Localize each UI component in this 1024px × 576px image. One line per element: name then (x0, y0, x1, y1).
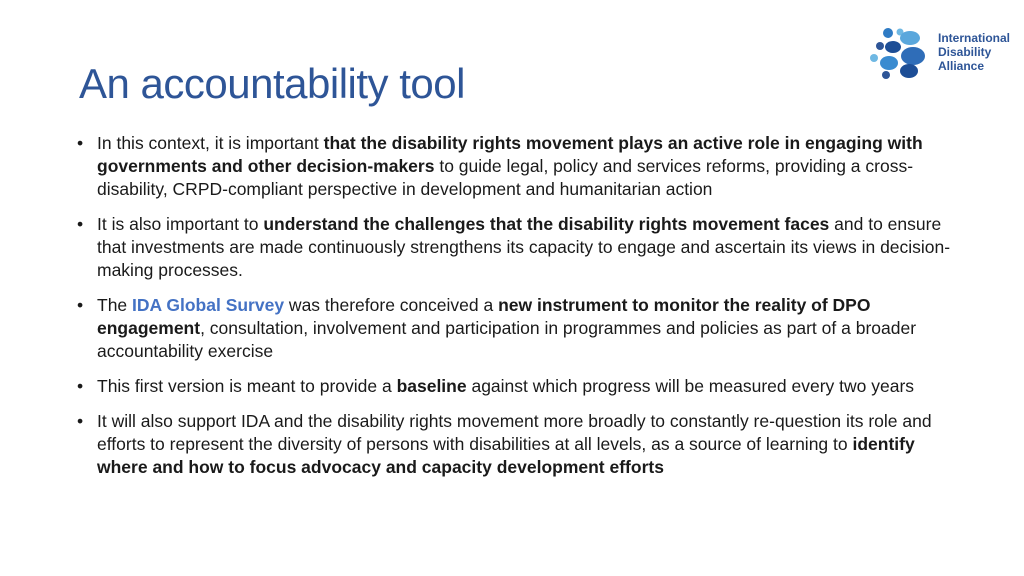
bullet-text: was therefore conceived a (284, 295, 499, 315)
bullet-dot-icon: • (77, 411, 84, 431)
bullet-bold-text: understand the challenges that the disability rights movement faces (263, 214, 830, 234)
ida-logo-icon (866, 26, 932, 82)
bullet-text: against which progress will be measured every two years (466, 376, 915, 396)
bullet-text: The (97, 295, 133, 315)
bullet-bold-text: that the disability rights movement plays an active role in engaging with governments and other decision-makers (97, 133, 923, 176)
slide-title: An accountability tool (79, 60, 465, 107)
bullet-dot-icon: • (77, 376, 84, 396)
bullet-text: It will also support IDA and the disability rights movement more broadly to constantly re-question its role and efforts to represent the diversity of persons with disabilities at all levels, as a source of learning to (97, 411, 932, 454)
ida-logo (866, 26, 1024, 82)
bullet-text: , consultation, involvement and participation in programmes and policies as part of a broader accountability exercise (97, 318, 917, 361)
logo-line-3: Alliance (938, 59, 985, 73)
bullet-item (75, 375, 955, 398)
bullet-text: and to ensure that investments are made continuously strengthens its capacity to engage and ascertain its views in decision-making processes. (97, 214, 951, 280)
bullet-dot-icon: • (77, 214, 84, 234)
bullet-dot-icon: • (77, 133, 84, 153)
bullet-bold-text: identify where and how to focus advocacy and capacity development efforts (97, 434, 915, 477)
bullet-dot-icon: • (77, 295, 84, 315)
bullet-text: In this context, it is important (97, 133, 324, 153)
logo-line-2: Disability (938, 45, 992, 59)
logo-line-1: International (938, 31, 1011, 45)
bullet-item (75, 132, 955, 201)
bullet-text: to guide legal, policy and services reforms, providing a cross-disability, CRPD-compliant perspective in development and humanitarian action (97, 156, 914, 199)
bullet-item (75, 213, 955, 282)
bullet-text: This first version is meant to provide a (97, 376, 397, 396)
bullet-bold-text: new instrument to monitor the reality of DPO engagement (97, 295, 871, 338)
bullet-bold-text: baseline (396, 376, 467, 396)
bullet-list (75, 132, 955, 491)
ida-global-survey-link[interactable]: IDA Global Survey (132, 295, 285, 315)
bullet-item (75, 294, 955, 363)
bullet-text: It is also important to (97, 214, 264, 234)
ida-logo-text (938, 31, 1010, 73)
bullet-item (75, 410, 955, 479)
